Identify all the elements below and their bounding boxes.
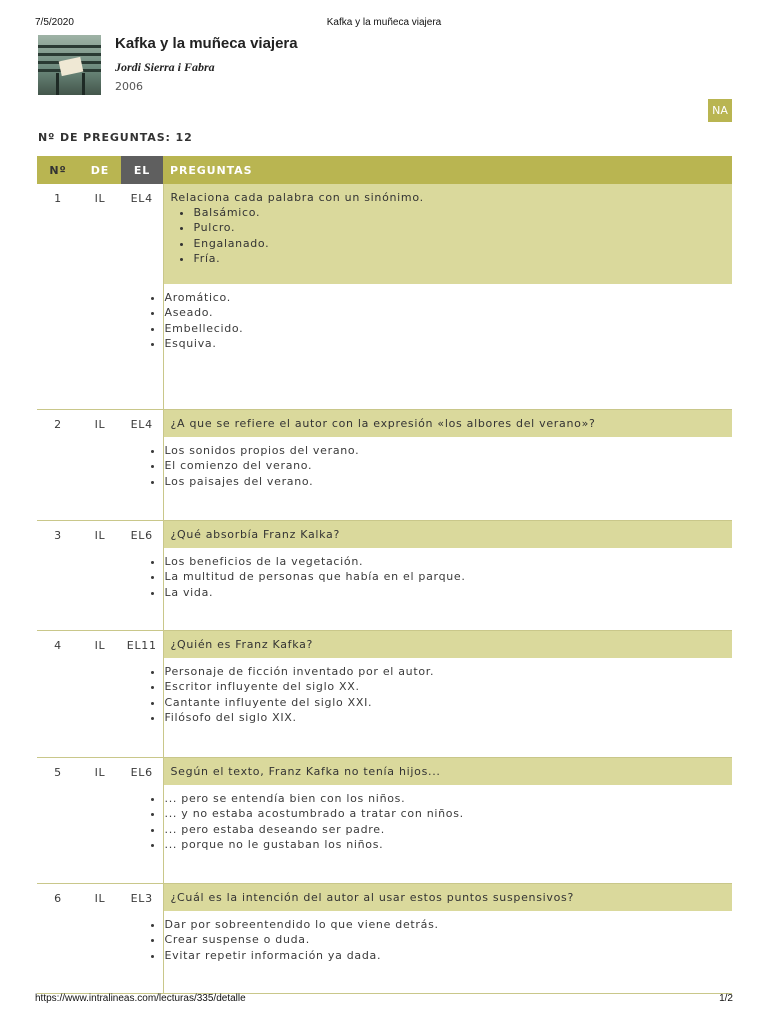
question-text: ¿A que se refiere el autor con la expresión «los albores del verano»? (164, 410, 733, 437)
question-number: 3 (37, 521, 79, 631)
question-el: EL6 (121, 521, 163, 631)
answer-item: • ... porque no le gustaban los niños. (164, 837, 726, 852)
option-item: • Pulcro. (193, 220, 726, 235)
question-row (37, 758, 732, 884)
book-cover-image (38, 35, 101, 95)
answer-item: • Crear suspense o duda. (164, 932, 726, 947)
header-preguntas: PREGUNTAS (163, 156, 732, 184)
question-number: 1 (37, 184, 79, 410)
question-text: ¿Quién es Franz Kafka? (164, 631, 733, 658)
answer-list (164, 437, 733, 489)
question-text: Según el texto, Franz Kafka no tenía hijos... (164, 758, 733, 785)
question-el: EL6 (121, 758, 163, 884)
answer-item: • La vida. (164, 585, 726, 600)
questions-table (37, 156, 732, 994)
answer-item: • Los sonidos propios del verano. (164, 443, 726, 458)
question-text: ¿Qué absorbía Franz Kalka? (164, 521, 733, 548)
question-row (37, 521, 732, 631)
answer-item: • Embellecido. (164, 321, 726, 336)
question-de: IL (79, 521, 121, 631)
answer-item: • Dar por sobreentendido lo que viene detrás. (164, 917, 726, 932)
question-prompt (164, 184, 733, 284)
page-url[interactable]: https://www.intralineas.com/lecturas/335/detalle (35, 993, 246, 1004)
book-year: 2006 (115, 80, 143, 93)
answer-list (164, 911, 733, 963)
question-count: Nº DE PREGUNTAS: 12 (38, 131, 193, 144)
question-number: 4 (37, 631, 79, 758)
answer-list (164, 658, 733, 726)
question-el: EL3 (121, 884, 163, 994)
option-item: • Balsámico. (193, 205, 726, 220)
answer-item: • Filósofo del siglo XIX. (164, 710, 726, 725)
book-title: Kafka y la muñeca viajera (115, 35, 298, 52)
option-item: • Engalanado. (193, 236, 726, 251)
question-de: IL (79, 184, 121, 410)
answer-item: • Aseado. (164, 305, 726, 320)
answer-item: • Aromático. (164, 290, 726, 305)
answer-item: • Los paisajes del verano. (164, 474, 726, 489)
level-badge: NA (708, 99, 732, 122)
question-cell (163, 410, 732, 521)
answer-item: • Escritor influyente del siglo XX. (164, 679, 726, 694)
question-number: 2 (37, 410, 79, 521)
question-cell (163, 884, 732, 994)
answer-item: • El comienzo del verano. (164, 458, 726, 473)
question-de: IL (79, 758, 121, 884)
answer-item: • Evitar repetir información ya dada. (164, 948, 726, 963)
answer-list (164, 284, 733, 352)
option-item: • Fría. (193, 251, 726, 266)
answer-item: • ... pero estaba deseando ser padre. (164, 822, 726, 837)
question-row (37, 184, 732, 410)
option-list (171, 205, 726, 267)
question-row (37, 884, 732, 994)
question-cell (163, 631, 732, 758)
question-number: 6 (37, 884, 79, 994)
question-row (37, 631, 732, 758)
question-de: IL (79, 631, 121, 758)
answer-item: • Personaje de ficción inventado por el autor. (164, 664, 726, 679)
question-text: Relaciona cada palabra con un sinónimo. (170, 191, 424, 204)
question-el: EL4 (121, 184, 163, 410)
answer-list (164, 785, 733, 853)
answer-item: • Los beneficios de la vegetación. (164, 554, 726, 569)
header-de: DE (79, 156, 121, 184)
answer-item: • Cantante influyente del siglo XXI. (164, 695, 726, 710)
answer-item: • La multitud de personas que había en el parque. (164, 569, 726, 584)
question-cell (163, 758, 732, 884)
answer-item: • ... pero se entendía bien con los niños. (164, 791, 726, 806)
answer-item: • Esquiva. (164, 336, 726, 351)
answer-item: • ... y no estaba acostumbrado a tratar con niños. (164, 806, 726, 821)
print-footer (35, 993, 733, 1007)
header-el: EL (121, 156, 163, 184)
question-row (37, 410, 732, 521)
book-author: Jordi Sierra i Fabra (115, 60, 215, 74)
question-el: EL4 (121, 410, 163, 521)
question-de: IL (79, 884, 121, 994)
header-no: Nº (37, 156, 79, 184)
question-text: ¿Cuál es la intención del autor al usar estos puntos suspensivos? (164, 884, 733, 911)
print-title: Kafka y la muñeca viajera (326, 17, 442, 28)
question-de: IL (79, 410, 121, 521)
print-date: 7/5/2020 (35, 17, 74, 28)
table-header-row (37, 156, 732, 184)
answer-list (164, 548, 733, 600)
print-header (35, 17, 733, 31)
question-cell (163, 521, 732, 631)
question-el: EL11 (121, 631, 163, 758)
question-number: 5 (37, 758, 79, 884)
question-cell (163, 184, 732, 410)
page-number: 1/2 (719, 993, 733, 1004)
